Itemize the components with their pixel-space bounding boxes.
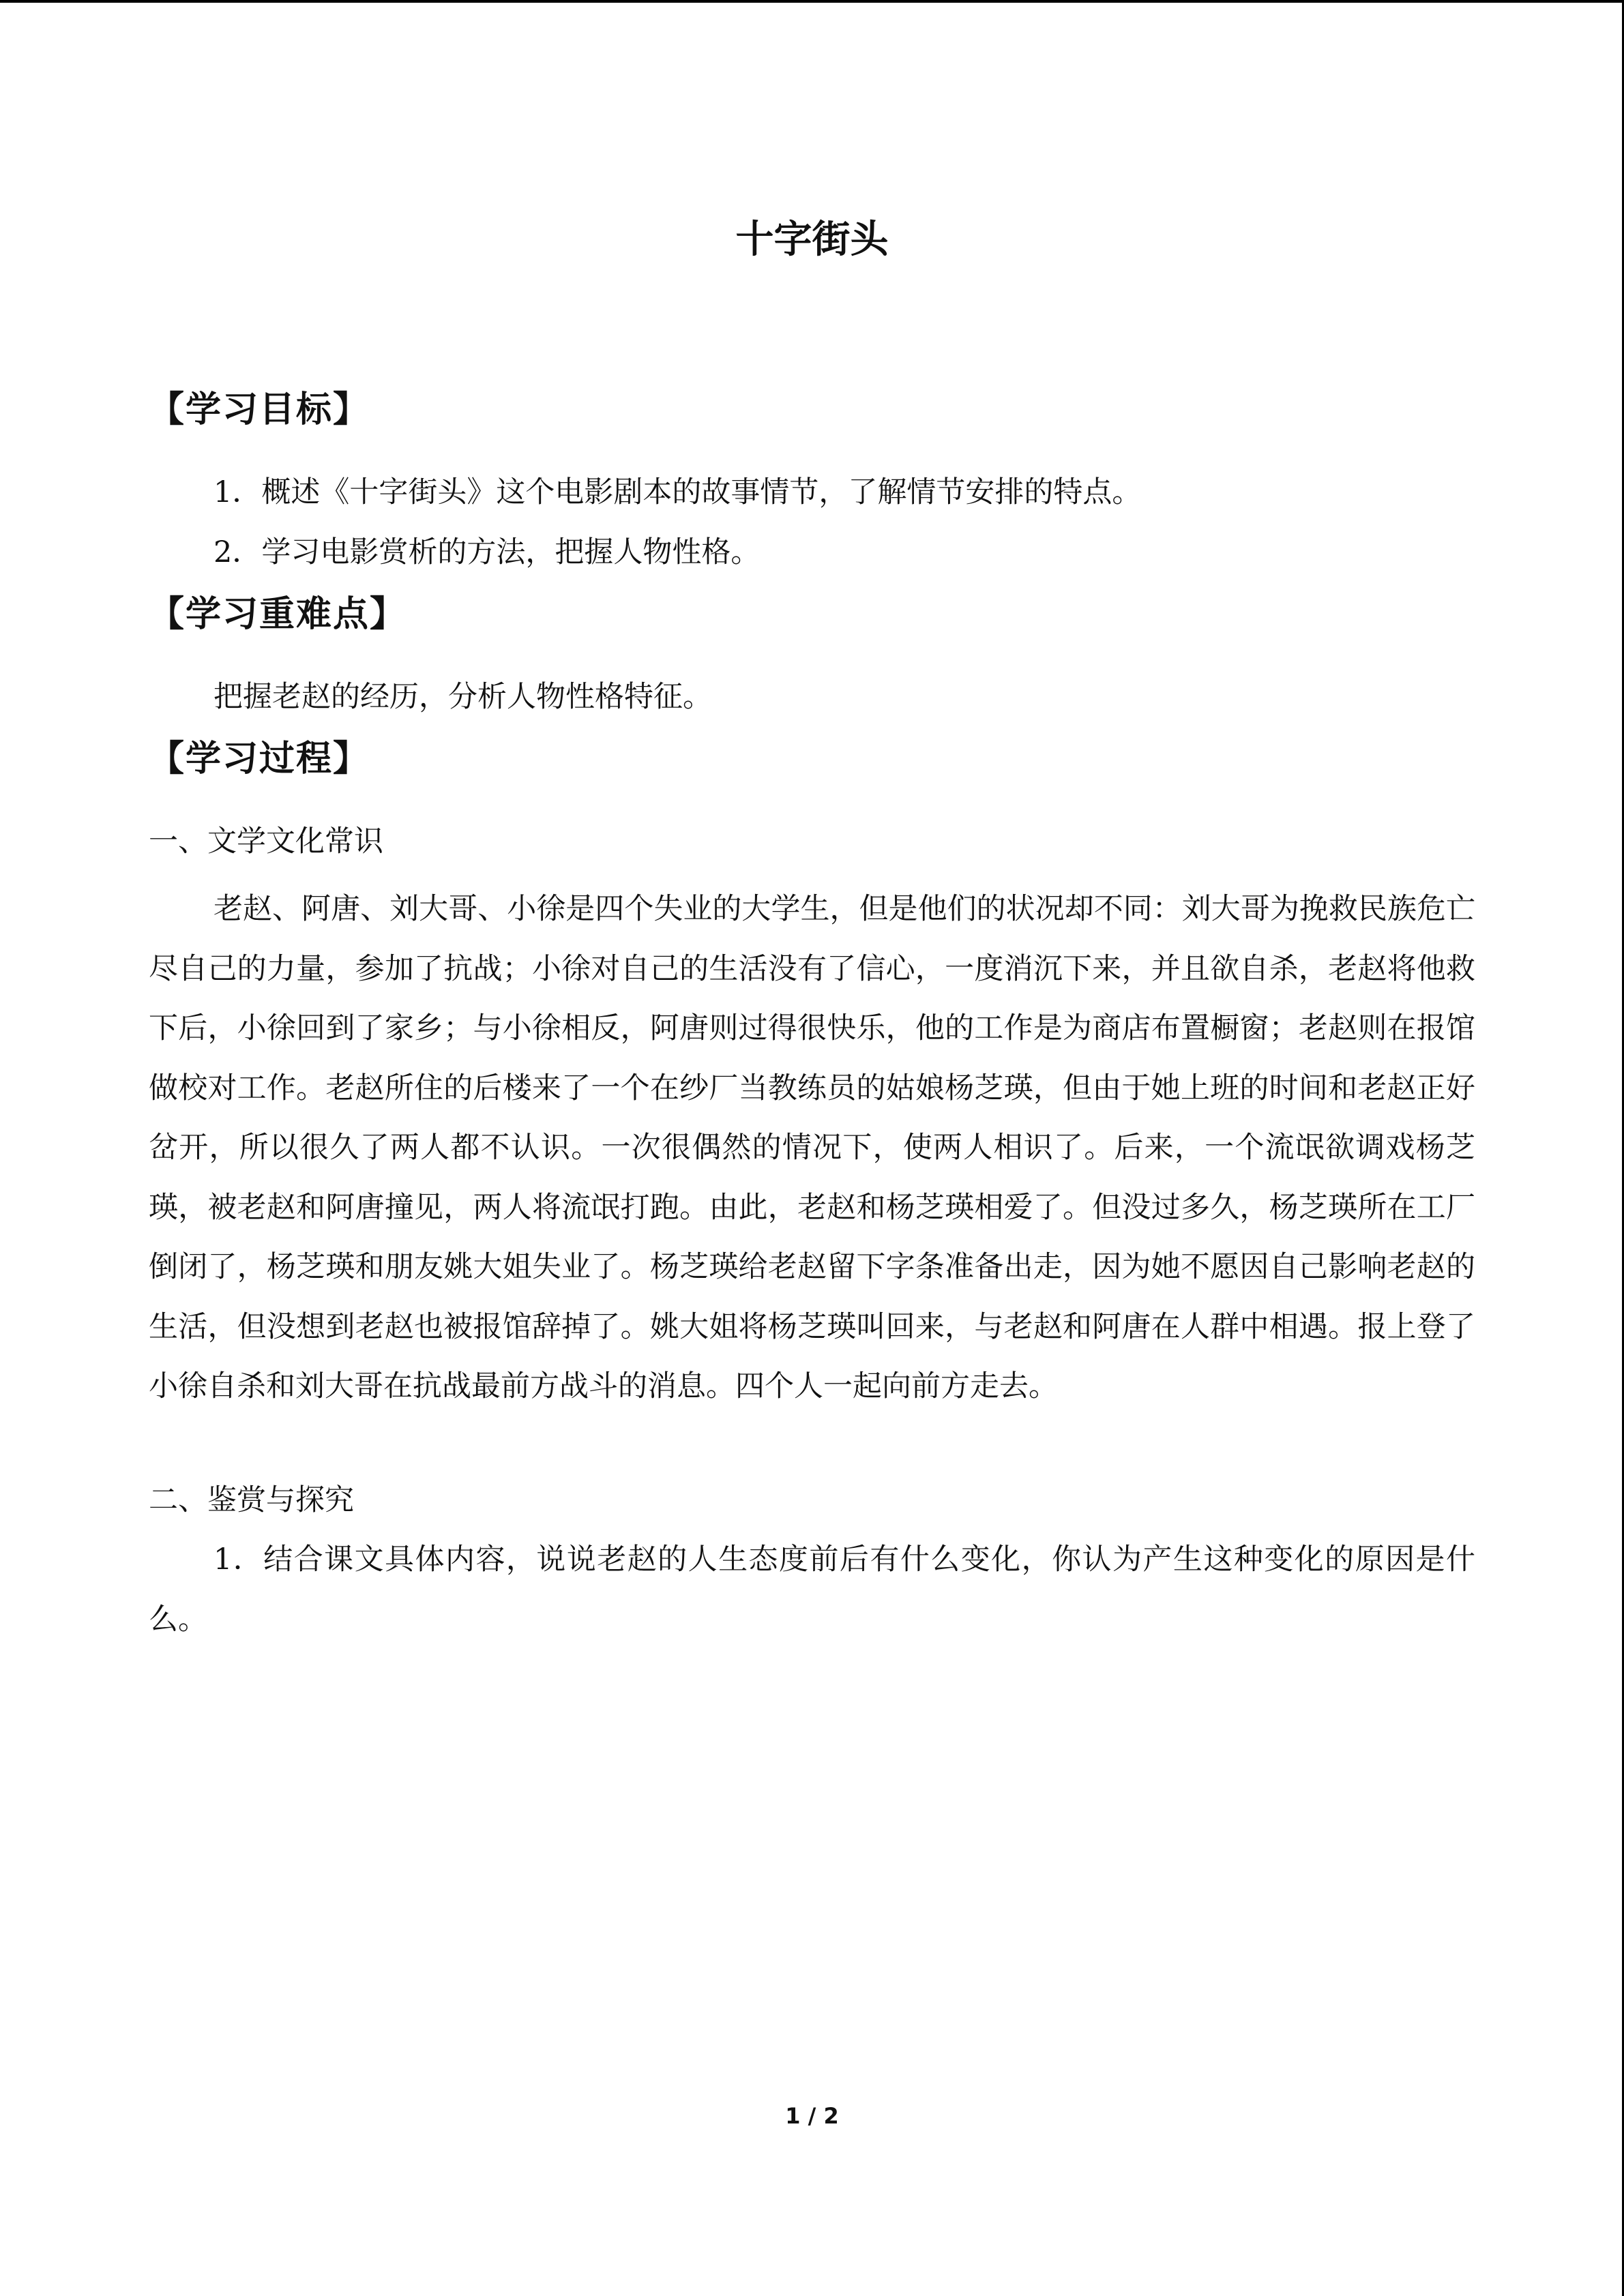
page-top-border <box>0 0 1624 3</box>
part2-title: 二、鉴赏与探究 <box>149 1483 354 1517</box>
page-number: 1 / 2 <box>785 2103 839 2129</box>
part1-title: 一、文学文化常识 <box>149 824 383 859</box>
part2-question-1: 1．结合课文具体内容，说说老赵的人生态度前后有什么变化，你认为产生这种变化的原因是什么。 <box>149 1542 1475 1637</box>
section-heading-key-points: 【学习重难点】 <box>149 594 407 635</box>
part1-paragraph: 老赵、阿唐、刘大哥、小徐是四个失业的大学生，但是他们的状况却不同：刘大哥为挽救民族危亡尽自己的力量，参加了抗战；小徐对自己的生活没有了信心，一度消沉下来，并且欲自杀，老赵将他救下后，小徐回到了家乡；与小徐相反，阿唐则过得很快乐，他的工作是为商店布置橱窗；老赵则在报馆做校对工作。老赵所住的后楼来了一个在纱厂当教练员的姑娘杨芝瑛，但由于她上班的时间和老赵正好岔开，所以很久了两人都不认识。一次很偶然的情况下，使两人相识了。后来，一个流氓欲调戏杨芝瑛，被老赵和阿唐撞见，两人将流氓打跑。由此，老赵和杨芝瑛相爱了。但没过多久，杨芝瑛所在工厂倒闭了，杨芝瑛和朋友姚大姐失业了。杨芝瑛给老赵留下字条准备出走，因为她不愿因自己影响老赵的生活，但没想到老赵也被报馆辞掉了。姚大姐将杨芝瑛叫回来，与老赵和阿唐在人群中相遇。报上登了小徐自杀和刘大哥在抗战最前方战斗的消息。四个人一起向前方走去。 <box>149 892 1475 1403</box>
section-heading-process: 【学习过程】 <box>149 739 370 779</box>
goal-item-2: 2．学习电影赏析的方法，把握人物性格。 <box>213 535 761 569</box>
document-title: 十字街头 <box>735 218 889 262</box>
key-points-text: 把握老赵的经历，分析人物性格特征。 <box>213 680 712 714</box>
section-heading-goals: 【学习目标】 <box>149 389 370 430</box>
goal-item-1: 1．概述《十字街头》这个电影剧本的故事情节，了解情节安排的特点。 <box>213 475 1142 509</box>
